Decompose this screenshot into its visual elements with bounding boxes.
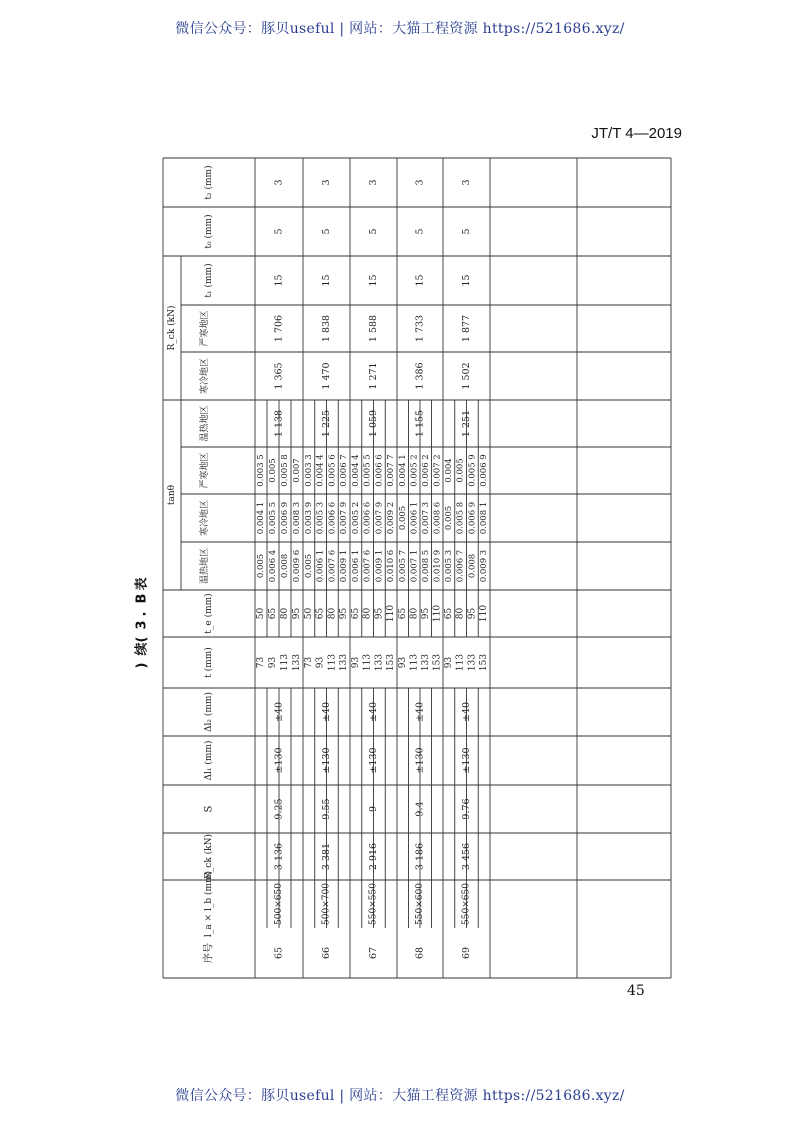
group-t2: 3	[368, 179, 379, 186]
row-t: 113	[455, 653, 466, 672]
group-rk-hot: 1 155	[414, 409, 426, 438]
row-te: 65	[315, 607, 326, 620]
row-tan-severe: 0.004 4	[350, 454, 361, 487]
group-rck: 3 186	[414, 842, 426, 871]
row-t: 113	[280, 653, 290, 672]
header-t2: t₂ (mm)	[204, 165, 214, 200]
row-tan-hot: 0.006 1	[350, 549, 361, 583]
row-tan-severe: 0.005 8	[280, 454, 290, 487]
header-size: l_a × l_b (mm)	[204, 870, 214, 938]
row-tan-severe: 0.005 9	[467, 454, 478, 487]
group-seq: 69	[461, 946, 472, 960]
row-t: 93	[268, 656, 278, 669]
group-s: 9.76	[461, 798, 472, 820]
group-dl2: ±40	[461, 701, 472, 723]
row-tan-cold: 0.005	[397, 505, 408, 531]
row-t: 133	[339, 653, 350, 672]
row-tan-hot: 0.009 1	[374, 549, 385, 583]
row-te: 80	[327, 607, 338, 620]
row-tan-hot: 0.007 6	[362, 549, 373, 583]
group-dl1: ±130	[368, 747, 379, 774]
row-tan-severe: 0.005 2	[409, 454, 420, 487]
group-t1: 15	[368, 274, 379, 287]
row-tan-severe: 0.005 6	[327, 454, 338, 487]
row-tan-hot: 0.005	[303, 553, 314, 579]
group-t2: 3	[461, 179, 472, 186]
row-tan-hot: 0.005 3	[443, 549, 454, 583]
row-t: 93	[315, 656, 326, 669]
group-rk-hot: 1 251	[461, 409, 472, 438]
row-t: 133	[467, 653, 478, 672]
row-t: 73	[303, 656, 314, 669]
row-tan-severe: 0.007	[292, 458, 302, 483]
row-tan-cold: 0.006 9	[467, 501, 478, 535]
row-tan-cold: 0.006 1	[409, 501, 420, 535]
row-tan-cold: 0.008 6	[432, 501, 443, 535]
row-tan-hot: 0.006 7	[455, 549, 466, 583]
row-tan-severe: 0.006 9	[479, 454, 490, 487]
row-tan-cold: 0.007 9	[374, 501, 385, 535]
header-tan-group: tanθ	[167, 484, 177, 506]
row-te: 110	[479, 604, 490, 623]
group-rk-hot: 1 059	[368, 409, 379, 438]
group-size: 550×600	[415, 883, 425, 925]
header-tan-cold: 寒冷地区	[200, 499, 210, 537]
table-caption-char: B	[134, 593, 150, 604]
row-tan-severe: 0.006 6	[374, 454, 385, 487]
row-tan-severe: 0.006 7	[339, 454, 350, 487]
row-tan-hot: 0.006 4	[268, 549, 278, 583]
row-tan-cold: 0.007 9	[339, 501, 350, 535]
row-tan-cold: 0.005 3	[315, 501, 326, 535]
group-t1: 15	[461, 274, 472, 287]
table-caption-char: (	[134, 636, 150, 643]
group-seq: 68	[414, 946, 426, 960]
row-te: 95	[420, 607, 431, 620]
page-number: 45	[627, 983, 645, 999]
group-t0: 5	[321, 228, 332, 235]
row-t: 153	[386, 653, 397, 672]
header-seq: 序号	[203, 943, 215, 963]
group-rk-cold: 1 502	[461, 362, 472, 390]
group-seq: 65	[273, 946, 285, 960]
row-tan-hot: 0.008 5	[420, 549, 431, 583]
row-tan-cold: 0.009 2	[386, 501, 397, 535]
header-rck: R_ck (kN)	[204, 834, 214, 879]
header-rk-severe: 严寒地区	[200, 310, 210, 347]
group-rk-hot: 1 138	[273, 409, 285, 438]
group-size: 550×650	[461, 883, 472, 925]
row-tan-hot: 0.009 6	[292, 549, 302, 583]
row-t: 113	[362, 653, 373, 672]
group-rk-severe: 1 706	[273, 314, 285, 343]
row-tan-cold: 0.003 9	[303, 501, 314, 535]
header-tan-severe: 严寒地区	[200, 452, 210, 489]
row-t: 133	[292, 653, 302, 672]
row-tan-severe: 0.007 7	[386, 454, 397, 487]
row-t: 133	[420, 653, 431, 672]
row-tan-hot: 0.007 6	[327, 549, 338, 583]
group-dl2: ±40	[273, 701, 285, 723]
group-dl2: ±40	[414, 701, 426, 723]
standard-code: JT/T 4—2019	[591, 125, 682, 142]
group-dl1: ±130	[321, 747, 332, 774]
group-s: 9.25	[273, 798, 285, 820]
group-t2: 3	[273, 179, 285, 186]
row-tan-severe: 0.007 2	[432, 454, 443, 487]
row-te: 80	[280, 607, 290, 620]
row-t: 93	[350, 656, 361, 669]
row-te: 50	[256, 607, 266, 620]
group-seq: 66	[321, 946, 332, 960]
group-rk-cold: 1 271	[368, 362, 379, 390]
row-tan-severe: 0.005	[455, 458, 466, 483]
row-tan-cold: 0.005 2	[350, 501, 361, 535]
header-rk-group: R_ck (kN)	[167, 305, 177, 351]
header-rk-cold: 寒冷地区	[200, 357, 210, 395]
row-tan-severe: 0.006 2	[420, 454, 431, 487]
group-rk-cold: 1 470	[321, 362, 332, 390]
header-t1: t₁ (mm)	[204, 263, 214, 298]
row-tan-cold: 0.004 1	[256, 501, 266, 535]
row-te: 110	[432, 604, 443, 623]
group-rk-severe: 1 838	[321, 314, 332, 343]
group-dl2: ±40	[368, 701, 379, 723]
row-te: 65	[443, 607, 454, 620]
row-t: 113	[327, 653, 338, 672]
table-caption-char: )	[134, 662, 150, 669]
group-s: 9.4	[414, 801, 426, 817]
row-tan-severe: 0.004 1	[397, 454, 408, 487]
row-te: 95	[339, 607, 350, 620]
row-tan-hot: 0.008	[467, 553, 478, 579]
row-tan-cold: 0.008 1	[479, 501, 490, 535]
row-tan-severe: 0.004	[443, 458, 454, 483]
group-t2: 3	[321, 179, 332, 186]
group-dl1: ±130	[461, 747, 472, 774]
row-tan-cold: 0.005 5	[268, 501, 278, 535]
group-t0: 5	[368, 228, 379, 235]
row-tan-cold: 0.006 9	[280, 501, 290, 535]
group-t0: 5	[461, 228, 472, 235]
row-tan-severe: 0.003 3	[303, 454, 314, 487]
group-rk-severe: 1 877	[461, 314, 472, 343]
row-tan-hot: 0.008	[280, 553, 290, 579]
row-tan-cold: 0.005	[443, 505, 454, 531]
group-s: 9.55	[321, 798, 332, 820]
watermark-bottom: 微信公众号：豚贝useful | 网站：大猫工程资源 https://521686.xyz/	[175, 1088, 625, 1104]
row-te: 65	[268, 607, 278, 620]
header-t0: t₀ (mm)	[204, 214, 214, 249]
row-tan-severe: 0.005 5	[362, 454, 373, 487]
row-te: 65	[350, 607, 361, 620]
row-tan-cold: 0.007 3	[420, 501, 431, 535]
group-rck: 2 916	[368, 842, 379, 871]
row-tan-hot: 0.006 1	[315, 549, 326, 583]
row-tan-cold: 0.005 8	[455, 501, 466, 535]
table-caption-char: 表	[134, 577, 150, 591]
row-te: 95	[292, 607, 302, 620]
watermark-top: 微信公众号：豚贝useful | 网站：大猫工程资源 https://521686.xyz/	[175, 21, 625, 37]
group-dl2: ±40	[321, 701, 332, 723]
row-te: 95	[467, 607, 478, 620]
group-rck: 3 456	[461, 842, 472, 871]
row-tan-hot: 0.009 3	[479, 549, 490, 583]
table-caption-char: 3	[134, 620, 150, 630]
table-caption-char: .	[134, 611, 150, 617]
group-rk-hot: 1 225	[321, 409, 332, 438]
row-t: 113	[409, 653, 420, 672]
row-te: 80	[455, 607, 466, 620]
row-tan-severe: 0.004 4	[315, 454, 326, 487]
row-te: 80	[409, 607, 420, 620]
row-te: 95	[374, 607, 385, 620]
group-rk-cold: 1 386	[414, 362, 426, 390]
row-t: 153	[479, 653, 490, 672]
row-te: 80	[362, 607, 373, 620]
group-rck: 3 136	[273, 842, 285, 871]
row-t: 93	[443, 656, 454, 669]
group-rck: 3 381	[321, 842, 332, 871]
row-t: 133	[374, 653, 385, 672]
group-seq: 67	[368, 946, 379, 960]
row-tan-hot: 0.005 7	[397, 549, 408, 583]
group-dl1: ±130	[273, 747, 285, 774]
row-tan-hot: 0.009 1	[339, 549, 350, 583]
row-tan-hot: 0.007 1	[409, 549, 420, 583]
header-tan-hot: 温热地区	[200, 547, 210, 585]
row-te: 65	[397, 607, 408, 620]
group-t0: 5	[414, 228, 426, 235]
row-tan-severe: 0.003 5	[256, 454, 266, 487]
group-t1: 15	[414, 274, 426, 287]
group-t1: 15	[321, 274, 332, 287]
row-te: 50	[303, 607, 314, 620]
header-s: S	[203, 805, 215, 813]
row-tan-hot: 0.005	[256, 553, 266, 579]
row-te: 110	[386, 604, 397, 623]
header-te: t_e (mm)	[204, 593, 214, 634]
row-tan-cold: 0.006 6	[362, 501, 373, 535]
row-tan-cold: 0.008 3	[292, 501, 302, 535]
group-s: 9	[368, 805, 379, 813]
header-rk-hot: 温热地区	[200, 405, 210, 442]
group-rk-cold: 1 365	[273, 362, 285, 390]
group-t0: 5	[273, 228, 285, 235]
group-t2: 3	[414, 179, 426, 186]
group-rk-severe: 1 588	[368, 314, 379, 343]
row-tan-hot: 0.010 6	[386, 549, 397, 583]
header-dl2: Δl₂ (mm)	[204, 692, 214, 732]
row-tan-hot: 0.010 9	[432, 549, 443, 583]
header-dl1: Δl₁ (mm)	[204, 740, 214, 781]
group-size: 550×550	[368, 883, 379, 925]
row-tan-severe: 0.005	[268, 458, 278, 483]
row-t: 153	[432, 653, 443, 672]
group-t1: 15	[273, 274, 285, 287]
header-t: t (mm)	[204, 647, 214, 678]
group-size: 500×650	[274, 883, 284, 925]
group-rk-severe: 1 733	[414, 314, 426, 343]
table-caption-char: 续	[134, 642, 150, 656]
group-dl1: ±130	[414, 747, 426, 774]
row-t: 93	[397, 656, 408, 669]
row-t: 73	[256, 656, 266, 669]
row-tan-cold: 0.006 6	[327, 501, 338, 535]
group-size: 500×700	[321, 883, 332, 925]
